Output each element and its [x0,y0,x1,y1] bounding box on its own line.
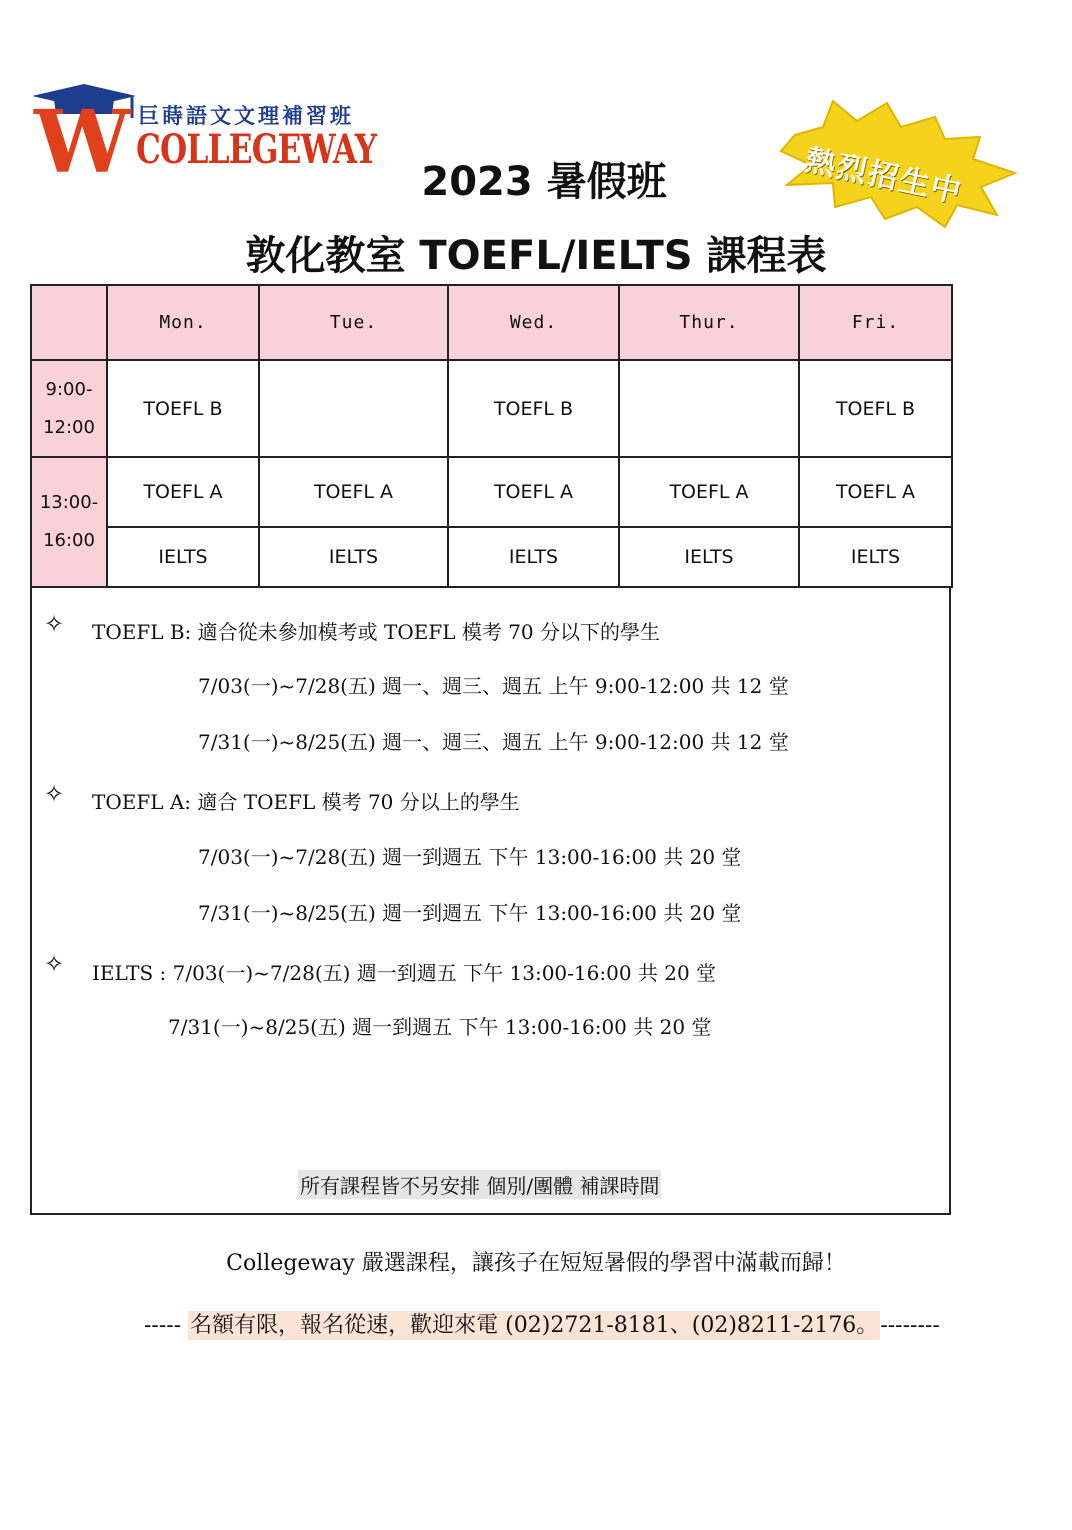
course-cell: TOEFL A [799,457,952,527]
slogan: Collegeway 嚴選課程，讓孩子在短短暑假的學習中滿載而歸！ [226,1251,846,1276]
table-row [31,457,952,527]
contact-prefix: ----- [144,1313,182,1338]
course-cell: TOEFL A [448,457,619,527]
logo-letter: W [34,92,127,193]
course-cell [619,360,799,457]
four-point-star-icon: ✧ [44,950,65,978]
toefl-a-heading: TOEFL A: 適合 TOEFL 模考 70 分以上的學生 [92,790,520,814]
ielts-heading: IELTS : 7/03(一)~7/28(五) 週一到週五 下午 13:00-16:00 共 20 堂 [92,961,717,985]
corner-cell [31,285,107,360]
table-header-row [31,285,952,360]
day-header: Mon. [107,285,259,360]
course-cell: IELTS [619,527,799,587]
course-cell: IELTS [448,527,619,587]
makeup-class-note: 所有課程皆不另安排 個別/團體 補課時間 [298,1170,661,1199]
toefl-b-heading: TOEFL B: 適合從未參加模考或 TOEFL 模考 70 分以下的學生 [92,620,661,644]
four-point-star-icon: ✧ [44,610,65,638]
course-cell: TOEFL A [619,457,799,527]
toefl-b-session-2: 7/31(一)~8/25(五) 週一、週三、週五 上午 9:00-12:00 共 12 堂 [198,730,789,754]
course-notes [30,586,951,1215]
toefl-b-session-1: 7/03(一)~7/28(五) 週一、週三、週五 上午 9:00-12:00 共 12 堂 [198,674,789,698]
table-row [31,527,952,587]
time-end: 12:00 [43,416,95,438]
logo-chinese-name: 巨蒔語文文理補習班 [138,104,354,128]
contact-suffix: -------- [880,1313,940,1338]
course-cell: TOEFL B [448,360,619,457]
course-cell: IELTS [259,527,448,587]
logo-english-name: COLLEGEWAY [136,126,377,173]
table-row [31,360,952,457]
four-point-star-icon: ✧ [44,780,65,808]
time-slot-morning [31,360,107,457]
course-cell: TOEFL A [107,457,259,527]
day-header: Tue. [259,285,448,360]
contact-text: 名額有限，報名從速，歡迎來電 (02)2721-8181、(02)8211-2176。 [190,1313,879,1338]
contact-line [144,1308,940,1339]
page-subtitle: 敦化教室 TOEFL/IELTS 課程表 [245,233,827,279]
course-cell: IELTS [799,527,952,587]
time-slot-afternoon [31,457,107,587]
time-start: 9:00- [45,378,93,400]
day-header: Fri. [799,285,952,360]
ielts-session-2: 7/31(一)~8/25(五) 週一到週五 下午 13:00-16:00 共 20 堂 [168,1015,712,1039]
page-title: 2023 暑假班 [421,159,667,205]
toefl-a-session-2: 7/31(一)~8/25(五) 週一到週五 下午 13:00-16:00 共 20 堂 [198,901,742,925]
time-end: 16:00 [43,530,95,551]
course-cell: IELTS [107,527,259,587]
course-cell [259,360,448,457]
time-start: 13:00- [39,492,99,513]
course-cell: TOEFL B [799,360,952,457]
day-header: Thur. [619,285,799,360]
day-header: Wed. [448,285,619,360]
course-cell: TOEFL B [107,360,259,457]
toefl-a-session-1: 7/03(一)~7/28(五) 週一到週五 下午 13:00-16:00 共 20 堂 [198,845,742,869]
schedule-table [30,284,953,588]
course-cell: TOEFL A [259,457,448,527]
badge-text: 熱烈招生中 [802,142,966,211]
